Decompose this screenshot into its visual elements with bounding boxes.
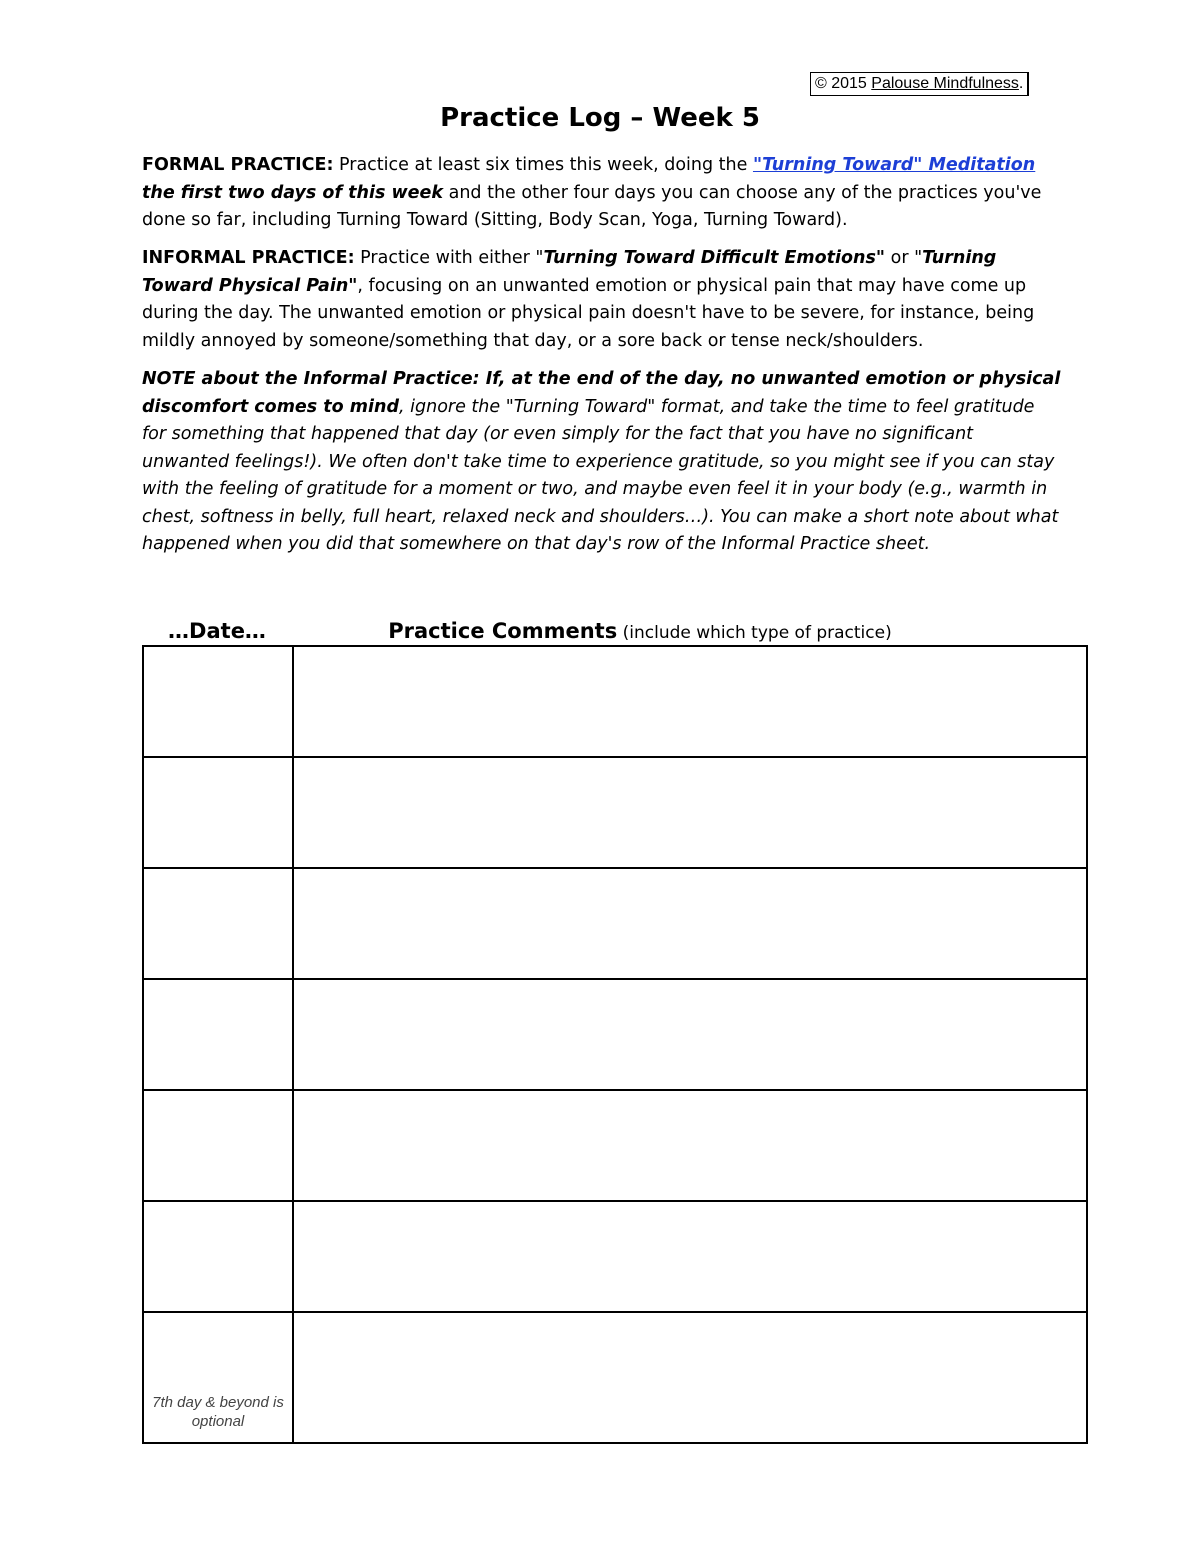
- table-row: [143, 757, 1087, 868]
- copyright-prefix: © 2015: [815, 75, 872, 92]
- table-row: [143, 1090, 1087, 1201]
- informal-text-1: Practice with either ": [354, 248, 544, 268]
- comments-header-label: Practice Comments: [388, 619, 618, 643]
- page-title: Practice Log – Week 5: [440, 103, 760, 133]
- date-cell[interactable]: [143, 868, 293, 979]
- note-emphasis: NOTE about the Informal Practice: If, at the end of the day, no unwanted emotion or physical discomfort comes to mind: [142, 369, 1061, 417]
- note-paragraph: [142, 366, 1062, 559]
- table-row: [143, 979, 1087, 1090]
- date-cell[interactable]: [143, 757, 293, 868]
- comments-header-sub: (include which type of practice): [617, 623, 892, 643]
- practice-log-table: [142, 645, 1088, 1444]
- comments-cell[interactable]: [293, 868, 1087, 979]
- informal-emphasis-1: Turning Toward Difficult Emotions": [543, 248, 886, 268]
- formal-emphasis: the first two days of this week: [142, 182, 444, 203]
- date-cell[interactable]: [143, 1312, 293, 1443]
- informal-practice-label: INFORMAL PRACTICE:: [142, 248, 355, 268]
- date-column-header: …Date…: [168, 619, 266, 643]
- comments-cell[interactable]: [293, 1201, 1087, 1312]
- note-text: , ignore the "Turning Toward" format, and take the time to feel gratitude for something that happened that day (or even simply for the fact that you have no significant unwanted feelings!). We often don't take time to experience gratitude, so you might see if you can stay with the feeling of gratitude for a moment or two, and maybe even feel it in your body (e.g., warmth in chest, softness in belly, full heart, relaxed neck and shoulders…). You can make a short note about what happened when you did that somewhere on that day's row of the Informal Practice sheet.: [142, 396, 1059, 554]
- table-row: [143, 646, 1087, 757]
- comments-cell[interactable]: [293, 1090, 1087, 1201]
- optional-day-note: 7th day & beyond is optional: [152, 1393, 284, 1430]
- informal-emphasis-2: Turning Toward Physical Pain": [142, 248, 997, 296]
- comments-cell[interactable]: [293, 1312, 1087, 1443]
- date-cell[interactable]: [143, 979, 293, 1090]
- formal-text-1: Practice at least six times this week, doing the: [333, 155, 753, 175]
- formal-practice-paragraph: [142, 152, 1062, 235]
- informal-text-3: , focusing on an unwanted emotion or physical pain that may have come up during the day. The unwanted emotion or physical pain doesn't have to be severe, for instance, being mildly annoyed by someone/something that day, or a sore back or tense neck/shoulders.: [142, 275, 1035, 351]
- formal-practice-label: FORMAL PRACTICE:: [142, 155, 334, 175]
- palouse-mindfulness-link[interactable]: Palouse Mindfulness: [871, 75, 1019, 92]
- informal-practice-paragraph: [142, 245, 1062, 355]
- comments-cell[interactable]: [293, 979, 1087, 1090]
- table-row: [143, 868, 1087, 979]
- formal-text-2: and the other four days you can choose any of the practices you've done so far, including Turning Toward (Sitting, Body Scan, Yoga, Turning Toward).: [142, 182, 1042, 230]
- date-cell[interactable]: [143, 1090, 293, 1201]
- comments-cell[interactable]: [293, 646, 1087, 757]
- copyright-suffix: .: [1018, 75, 1024, 92]
- turning-toward-meditation-link[interactable]: "Turning Toward" Meditation: [752, 155, 1036, 175]
- comments-column-header: [292, 616, 988, 648]
- table-row: [143, 1201, 1087, 1312]
- informal-text-2: or ": [885, 248, 923, 268]
- copyright-notice: [810, 72, 1029, 96]
- comments-cell[interactable]: [293, 757, 1087, 868]
- table-row-optional: [143, 1312, 1087, 1443]
- date-cell[interactable]: [143, 646, 293, 757]
- date-cell[interactable]: [143, 1201, 293, 1312]
